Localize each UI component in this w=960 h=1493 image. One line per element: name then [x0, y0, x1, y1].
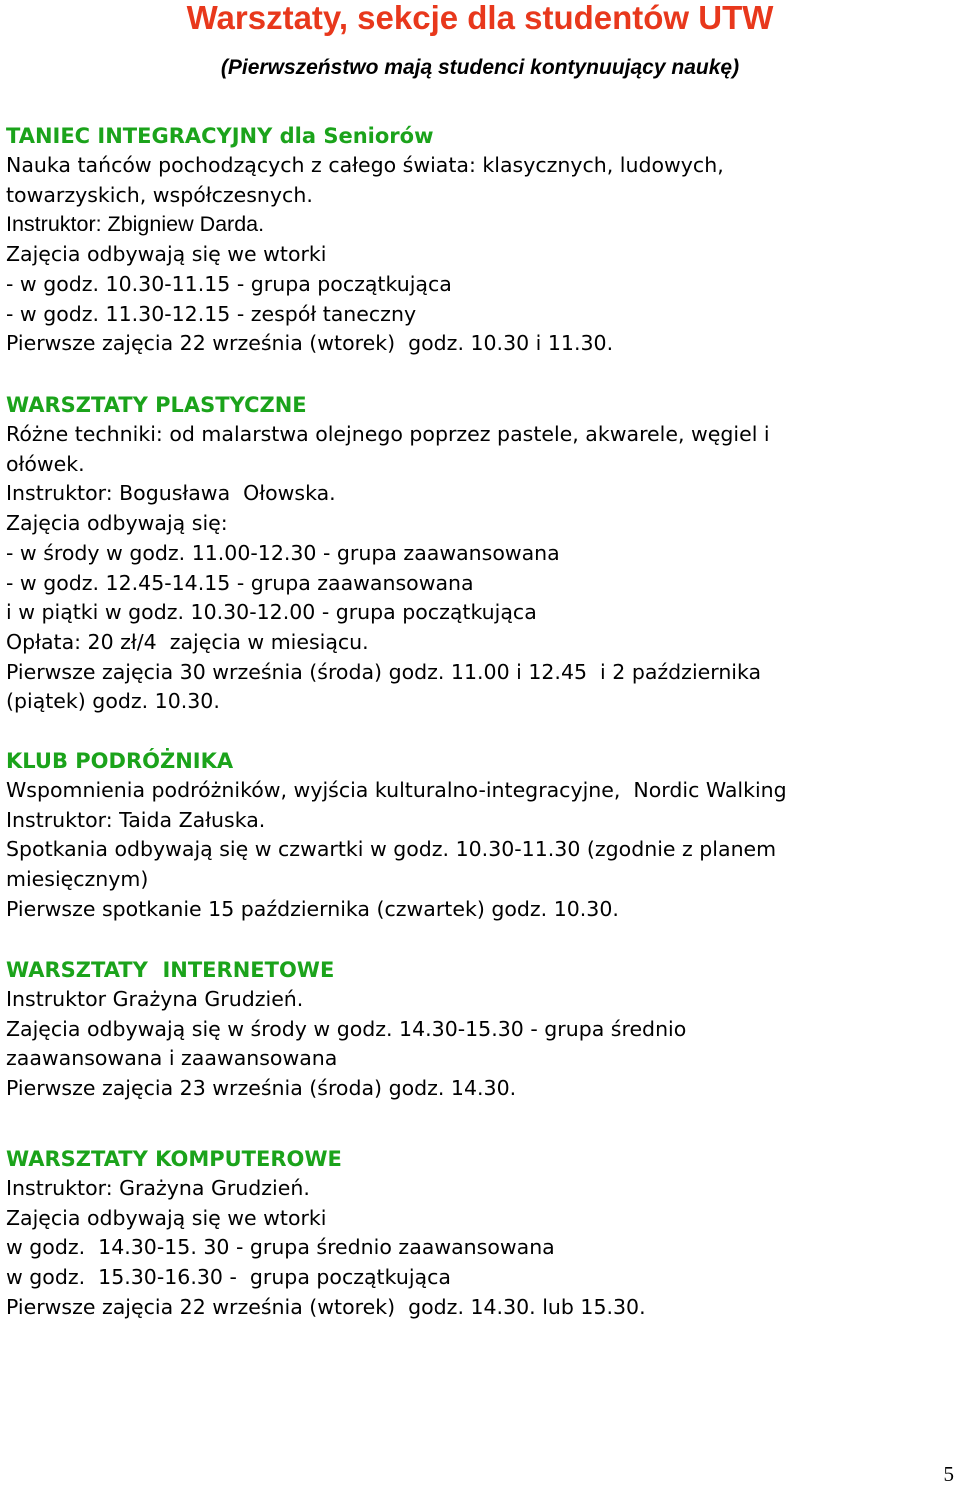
- section-komputerowe: [6, 1144, 951, 1323]
- section-line: zaawansowana i zaawansowana: [6, 1046, 338, 1071]
- page-number: 5: [943, 1462, 954, 1486]
- section-heading: KLUB PODRÓŻNIKA: [6, 749, 234, 773]
- section-line: w godz. 15.30-16.30 - grupa początkująca: [6, 1265, 451, 1290]
- section-line: ołówek.: [6, 451, 85, 476]
- section-heading: WARSZTATY PLASTYCZNE: [6, 393, 307, 417]
- section-line: - w godz. 10.30-11.15 - grupa początkująca: [6, 271, 452, 296]
- section-plastyczne: [6, 390, 951, 717]
- section-line: Pierwsze spotkanie 15 października (czwartek) godz. 10.30.: [6, 896, 619, 921]
- section-line: Zajęcia odbywają się we wtorki: [6, 242, 327, 267]
- section-line: Instruktor: Zbigniew Darda.: [6, 212, 265, 237]
- section-line: Wspomnienia podróżników, wyjścia kulturalno-integracyjne, Nordic Walking: [6, 778, 787, 802]
- section-line: Instruktor Grażyna Grudzień.: [6, 987, 304, 1011]
- page-title: Warsztaty, sekcje dla studentów UTW: [186, 0, 774, 36]
- section-heading: WARSZTATY INTERNETOWE: [6, 958, 335, 982]
- section-internetowe: [6, 955, 951, 1104]
- section-heading: TANIEC INTEGRACYJNY dla Seniorów: [6, 124, 434, 148]
- section-line: Instruktor: Taida Załuska.: [6, 807, 266, 832]
- section-taniec: [6, 121, 951, 359]
- section-line: Instruktor: Bogusława Ołowska.: [6, 481, 336, 506]
- section-line: Pierwsze zajęcia 30 września (środa) godz. 11.00 i 12.45 i 2 października: [6, 659, 762, 684]
- section-line: Różne techniki: od malarstwa olejnego poprzez pastele, akwarele, węgiel i: [6, 422, 770, 446]
- section-line: Nauka tańców pochodzących z całego świata: klasycznych, ludowych,: [6, 153, 724, 177]
- section-line: i w piątki w godz. 10.30-12.00 - grupa początkująca: [6, 600, 537, 625]
- section-line: - w godz. 11.30-12.15 - zespół taneczny: [6, 301, 417, 326]
- section-line: - w godz. 12.45-14.15 - grupa zaawansowana: [6, 570, 474, 595]
- section-line: w godz. 14.30-15. 30 - grupa średnio zaawansowana: [6, 1235, 555, 1260]
- section-line: - w środy w godz. 11.00-12.30 - grupa zaawansowana: [6, 540, 560, 565]
- section-klub-podroznika: [6, 746, 951, 925]
- section-line: Zajęcia odbywają się:: [6, 511, 228, 536]
- section-line: miesięcznym): [6, 867, 149, 892]
- section-line: Instruktor: Grażyna Grudzień.: [6, 1176, 310, 1200]
- section-line: Zajęcia odbywają się w środy w godz. 14.30-15.30 - grupa średnio: [6, 1016, 687, 1041]
- section-line: Zajęcia odbywają się we wtorki: [6, 1205, 327, 1230]
- section-heading: WARSZTATY KOMPUTEROWE: [6, 1147, 342, 1171]
- section-line: Pierwsze zajęcia 22 września (wtorek) godz. 14.30. lub 15.30.: [6, 1294, 646, 1319]
- section-line: Pierwsze zajęcia 23 września (środa) godz. 14.30.: [6, 1076, 517, 1101]
- section-line: Pierwsze zajęcia 22 września (wtorek) godz. 10.30 i 11.30.: [6, 331, 614, 356]
- section-line: Spotkania odbywają się w czwartki w godz. 10.30-11.30 (zgodnie z planem: [6, 837, 777, 862]
- page-subtitle: (Pierwszeństwo mają studenci kontynuujący naukę): [220, 56, 740, 79]
- section-line: Opłata: 20 zł/4 zajęcia w miesiącu.: [6, 629, 369, 654]
- section-line: towarzyskich, współczesnych.: [6, 182, 313, 207]
- section-line: (piątek) godz. 10.30.: [6, 689, 220, 714]
